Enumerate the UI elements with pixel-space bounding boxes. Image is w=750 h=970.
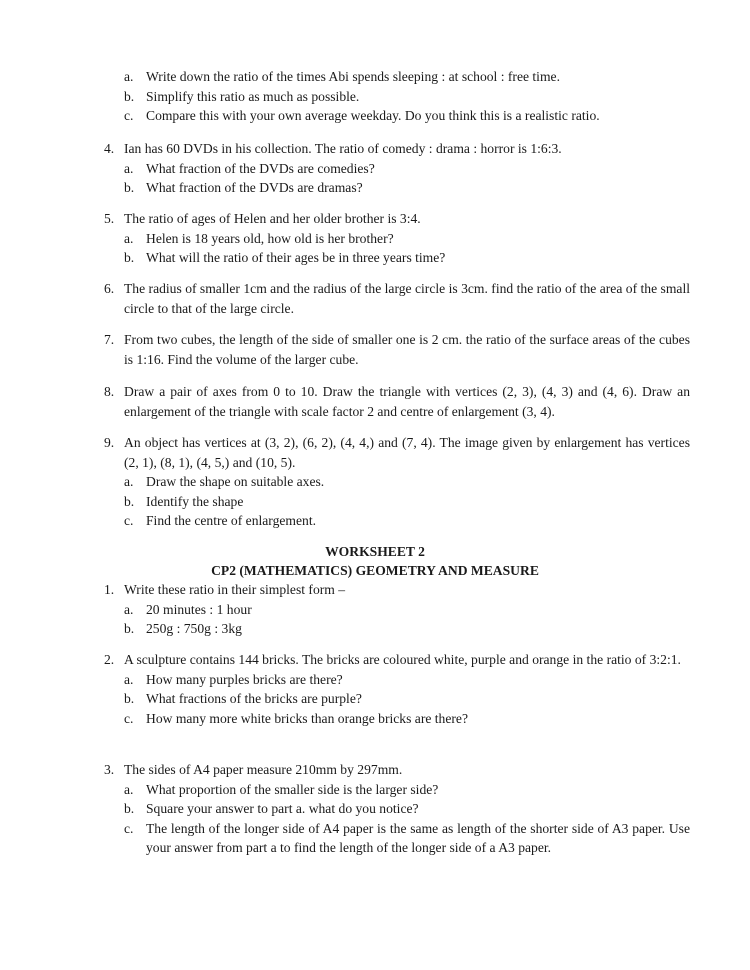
question-4-part-b [104, 178, 690, 198]
question-stem: The ratio of ages of Helen and her older brother is 3:4. [124, 211, 421, 226]
question-2-part-a [104, 670, 690, 690]
part-text: Draw the shape on suitable axes. [146, 474, 325, 489]
part-letter: c. [124, 513, 134, 528]
question-stem: Draw a pair of axes from 0 to 10. Draw the triangle with vertices (2, 3), (4, 3) and (4, 6). Draw an enlargement of the triangle with scale factor 2 and centre of enlargement (3, 4). [124, 384, 690, 419]
part-text: 20 minutes : 1 hour [146, 601, 252, 617]
question-stem: A sculpture contains 144 bricks. The bricks are coloured white, purple and orange in the ratio of 3:2:1. [124, 652, 681, 667]
part-text: How many purples bricks are there? [146, 671, 343, 687]
question-5-part-b [104, 248, 690, 268]
question-4 [104, 139, 690, 198]
question-number: 1. [104, 582, 115, 597]
part-text: What proportion of the smaller side is the larger side? [146, 781, 439, 797]
part-letter: a. [124, 69, 134, 84]
question-9-part-b [104, 492, 690, 512]
part-letter: b. [124, 88, 135, 104]
question-3-continued [104, 67, 690, 126]
question-9-part-a [104, 472, 690, 492]
part-text: What fraction of the DVDs are dramas? [146, 180, 363, 195]
part-text: 250g : 750g : 3kg [146, 621, 242, 636]
part-text: What fractions of the bricks are purple? [146, 691, 362, 706]
question-3-part-a [104, 67, 690, 87]
part-letter: a. [124, 601, 134, 617]
worksheet-title: WORKSHEET 2 [325, 544, 425, 559]
part-text: Identify the shape [146, 493, 244, 509]
part-letter: b. [124, 180, 135, 195]
part-text: What will the ratio of their ages be in three years time? [146, 250, 446, 265]
part-letter: a. [124, 671, 134, 687]
part-text: Write down the ratio of the times Abi spends sleeping : at school : free time. [146, 69, 560, 84]
question-6 [104, 279, 690, 318]
question-2-part-b [104, 689, 690, 709]
part-text: What fraction of the DVDs are comedies? [146, 160, 375, 176]
question-stem: The sides of A4 paper measure 210mm by 297mm. [124, 762, 403, 777]
question-number: 5. [104, 211, 115, 226]
question-number: 3. [104, 762, 115, 777]
question-4-part-a [104, 159, 690, 179]
part-text: Compare this with your own average weekday. Do you think this is a realistic ratio. [146, 108, 600, 123]
question-9-part-c [104, 511, 690, 531]
question-5 [104, 209, 690, 268]
question-3-part-c [104, 106, 690, 126]
question-9 [104, 433, 690, 531]
question-number: 9. [104, 435, 115, 450]
question-stem: Write these ratio in their simplest form – [124, 582, 346, 597]
worksheet-2-question-2 [104, 650, 690, 728]
question-7 [104, 330, 690, 369]
question-number: 8. [104, 384, 115, 399]
part-letter: a. [124, 781, 134, 797]
part-letter: c. [124, 820, 134, 836]
part-letter: b. [124, 250, 135, 265]
part-letter: c. [124, 108, 134, 123]
part-text: Helen is 18 years old, how old is her brother? [146, 230, 394, 246]
part-letter: a. [124, 230, 134, 246]
question-2-part-c [104, 709, 690, 729]
worksheet-2-question-3 [104, 760, 690, 858]
part-text: Find the centre of enlargement. [146, 513, 316, 528]
question-stem: Ian has 60 DVDs in his collection. The ratio of comedy : drama : horror is 1:6:3. [124, 141, 562, 156]
question-stem: The radius of smaller 1cm and the radius of the large circle is 3cm. find the ratio of the area of the small circle to that of the large circle. [124, 281, 690, 316]
question-number: 7. [104, 332, 115, 347]
question-1-part-a [104, 600, 690, 620]
part-text: Simplify this ratio as much as possible. [146, 88, 360, 104]
worksheet-subtitle: CP2 (MATHEMATICS) GEOMETRY AND MEASURE [211, 563, 539, 578]
question-3-part-b [104, 87, 690, 107]
part-letter: b. [124, 493, 135, 509]
worksheet-2-question-1 [104, 580, 690, 639]
question-number: 4. [104, 141, 115, 156]
question-number: 2. [104, 652, 115, 667]
part-text: The length of the longer side of A4 paper is the same as length of the shorter side of A3 paper. Use your answer from part a to find the length of the longer side of a A3 paper. [146, 820, 690, 855]
part-letter: c. [124, 710, 134, 726]
part-letter: b. [124, 691, 135, 706]
question-8 [104, 382, 690, 421]
question-5-part-a [104, 229, 690, 249]
question-3-part-a [104, 780, 690, 800]
part-letter: a. [124, 474, 134, 489]
part-text: Square your answer to part a. what do you notice? [146, 801, 419, 816]
part-letter: b. [124, 801, 135, 816]
part-letter: a. [124, 160, 134, 176]
part-text: How many more white bricks than orange bricks are there? [146, 710, 468, 726]
question-stem: An object has vertices at (3, 2), (6, 2), (4, 4,) and (7, 4). The image given by enlargement has vertices (2, 1), (8, 1), (4, 5,) and (10, 5). [124, 435, 690, 470]
question-1-part-b [104, 619, 690, 639]
part-letter: b. [124, 621, 135, 636]
question-number: 6. [104, 281, 115, 296]
question-3-part-c [104, 819, 690, 858]
question-3-part-b [104, 799, 690, 819]
question-stem: From two cubes, the length of the side of smaller one is 2 cm. the ratio of the surface areas of the cubes is 1:16. Find the volume of the larger cube. [124, 332, 690, 367]
